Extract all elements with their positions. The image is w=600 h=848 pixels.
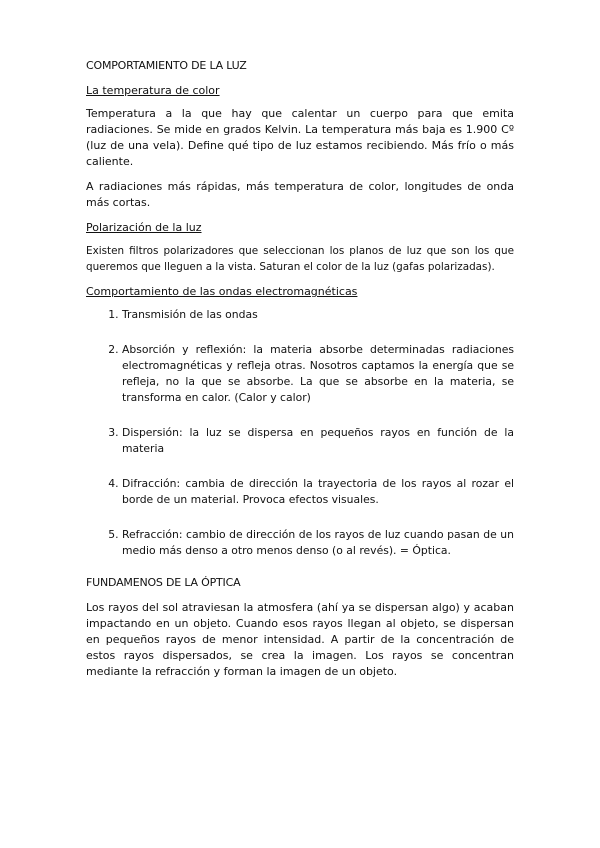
section-title-optica: FUNDAMENOS DE LA ÓPTICA (86, 576, 241, 589)
section-title-comportamiento: COMPORTAMIENTO DE LA LUZ (86, 59, 247, 72)
list-item-difraccion: 4. Difracción: cambia de dirección la trayectoria de los rayos al rozar el borde de un material. Provoca efectos visuales. (122, 476, 514, 508)
document-body (86, 58, 514, 689)
list-item-transmision: 1. Transmisión de las ondas (122, 307, 514, 323)
list-item-refraccion: 5. Refracción: cambio de dirección de los rayos de luz cuando pasan de un medio más denso a otro menos denso (o al revés). = Óptica. (122, 527, 514, 559)
heading-temperatura-color: La temperatura de color (86, 84, 220, 97)
list-item-dispersion: 3. Dispersión: la luz se dispersa en pequeños rayos en función de la materia (122, 425, 514, 457)
paragraph-temperatura-1: Temperatura a la que hay que calentar un cuerpo para que emita radiaciones. Se mide en grados Kelvin. La temperatura más baja es 1.900 Cº (luz de una vela). Define qué tipo de luz estamos recibiendo. Más frío o más caliente. (86, 107, 514, 168)
paragraph-polarizacion: Existen filtros polarizadores que seleccionan los planos de luz que son los que queremos que lleguen a la vista. Saturan el color de la luz (gafas polarizadas). (86, 245, 514, 273)
paragraph-optica: Los rayos del sol atraviesan la atmosfera (ahí ya se dispersan algo) y acaban impactando en un objeto. Cuando esos rayos llegan al objeto, se dispersan en pequeños rayos de menor intensidad. A partir de la concentración de estos rayos dispersados, se crea la imagen. Los rayos se concentran mediante la refracción y forman la imagen de un objeto. (86, 601, 514, 678)
heading-ondas-electromagneticas: Comportamiento de las ondas electromagnéticas (86, 285, 358, 298)
paragraph-temperatura-2: A radiaciones más rápidas, más temperatura de color, longitudes de onda más cortas. (86, 180, 514, 209)
list-item-absorcion: 2. Absorción y reflexión: la materia absorbe determinadas radiaciones electromagnéticas y refleja otras. Nosotros captamos la energía que se refleja, no la que se absorbe. La que se absorbe en la materia, se transforma en calor. (Calor y calor) (122, 342, 514, 406)
ondas-list (86, 307, 514, 559)
heading-polarizacion: Polarización de la luz (86, 221, 202, 234)
